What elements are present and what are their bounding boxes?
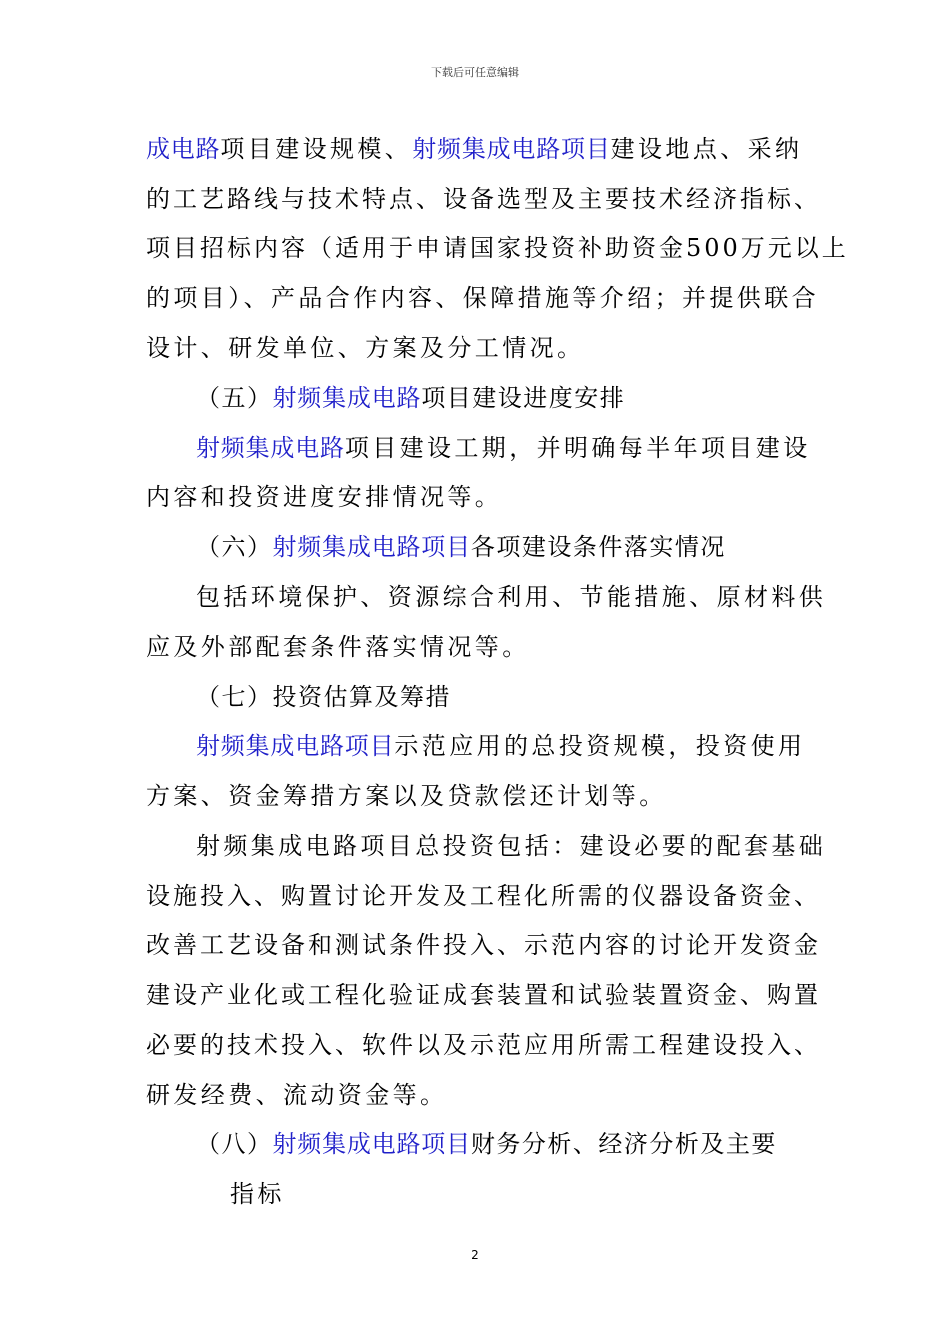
text-run: 应及外部配套条件落实情况等。 [146, 633, 530, 661]
text-line [146, 1080, 447, 1110]
text-run: 射频集成电路项目总投资包括：建设必要的配套基础 [196, 832, 827, 860]
text-run: 研发经费、流动资金等。 [146, 1081, 448, 1109]
text-run: 设施投入、购置讨论开发及工程化所需的仪器设备资金、 [146, 882, 821, 910]
highlight-term: 射频集成电路 [272, 384, 422, 412]
text-line [146, 283, 819, 313]
text-run: 方案、资金筹措方案以及贷款偿还计划等。 [146, 782, 667, 810]
heading-text: 投资估算及筹措 [272, 683, 451, 711]
highlight-term: 射频集成电路项目 [412, 135, 611, 163]
text-line [146, 781, 667, 811]
text-line [196, 582, 826, 612]
text-run: 的项目）、产品合作内容、保障措施等介绍；并提供联合 [146, 284, 819, 312]
text-line [146, 333, 584, 363]
highlight-term: 射频集成电路项目 [272, 1130, 471, 1158]
text-line [146, 134, 802, 164]
highlight-term: 成电路 [146, 135, 221, 163]
heading-number: （六） [196, 533, 273, 561]
text-run: 必要的技术投入、软件以及示范应用所需工程建设投入、 [146, 1031, 821, 1059]
text-line [146, 930, 821, 960]
section-heading [196, 1129, 777, 1159]
section-heading [196, 383, 625, 413]
text-line [146, 1030, 821, 1060]
text-run: 包括环境保护、资源综合利用、节能措施、原材料供 [196, 583, 827, 611]
text-run: 项目招标内容（适用于申请国家投资补助资金500万元以上 [146, 234, 849, 262]
text-line [146, 233, 849, 263]
text-line [146, 632, 530, 662]
text-line [196, 433, 811, 463]
heading-text: 指标 [230, 1180, 285, 1208]
heading-text: 各项建设条件落实情况 [470, 533, 726, 561]
section-heading [196, 682, 451, 712]
text-run: 的工艺路线与技术特点、设备选型及主要技术经济指标、 [146, 185, 821, 213]
page-header: 下载后可任意编辑 [431, 66, 519, 79]
text-line [196, 831, 826, 861]
heading-text: 项目建设进度安排 [421, 384, 626, 412]
text-run: 示范应用的总投资规模，投资使用 [394, 732, 806, 760]
text-line [146, 881, 821, 911]
text-run: 改善工艺设备和测试条件投入、示范内容的讨论开发资金 [146, 931, 821, 959]
heading-number: （八） [196, 1130, 273, 1158]
heading-number: （五） [196, 384, 273, 412]
section-heading-continuation [230, 1179, 285, 1209]
highlight-term: 射频集成电路 [196, 434, 345, 462]
text-run: 内容和投资进度安排情况等。 [146, 483, 503, 511]
text-line [146, 482, 502, 512]
page-number: 2 [471, 1248, 479, 1262]
highlight-term: 射频集成电路项目 [272, 533, 471, 561]
text-run: 项目建设工期，并明确每半年项目建设 [344, 434, 811, 462]
text-line [196, 731, 805, 761]
text-line [146, 184, 821, 214]
text-run: 建设产业化或工程化验证成套装置和试验装置资金、购置 [146, 981, 821, 1009]
heading-number: （七） [196, 683, 273, 711]
highlight-term: 射频集成电路项目 [196, 732, 395, 760]
section-heading [196, 532, 726, 562]
text-run: 项目建设规模、 [220, 135, 413, 163]
heading-text: 财务分析、经济分析及主要 [470, 1130, 777, 1158]
text-line [146, 980, 821, 1010]
text-run: 设计、研发单位、方案及分工情况。 [146, 334, 585, 362]
text-run: 建设地点、采纳 [610, 135, 803, 163]
